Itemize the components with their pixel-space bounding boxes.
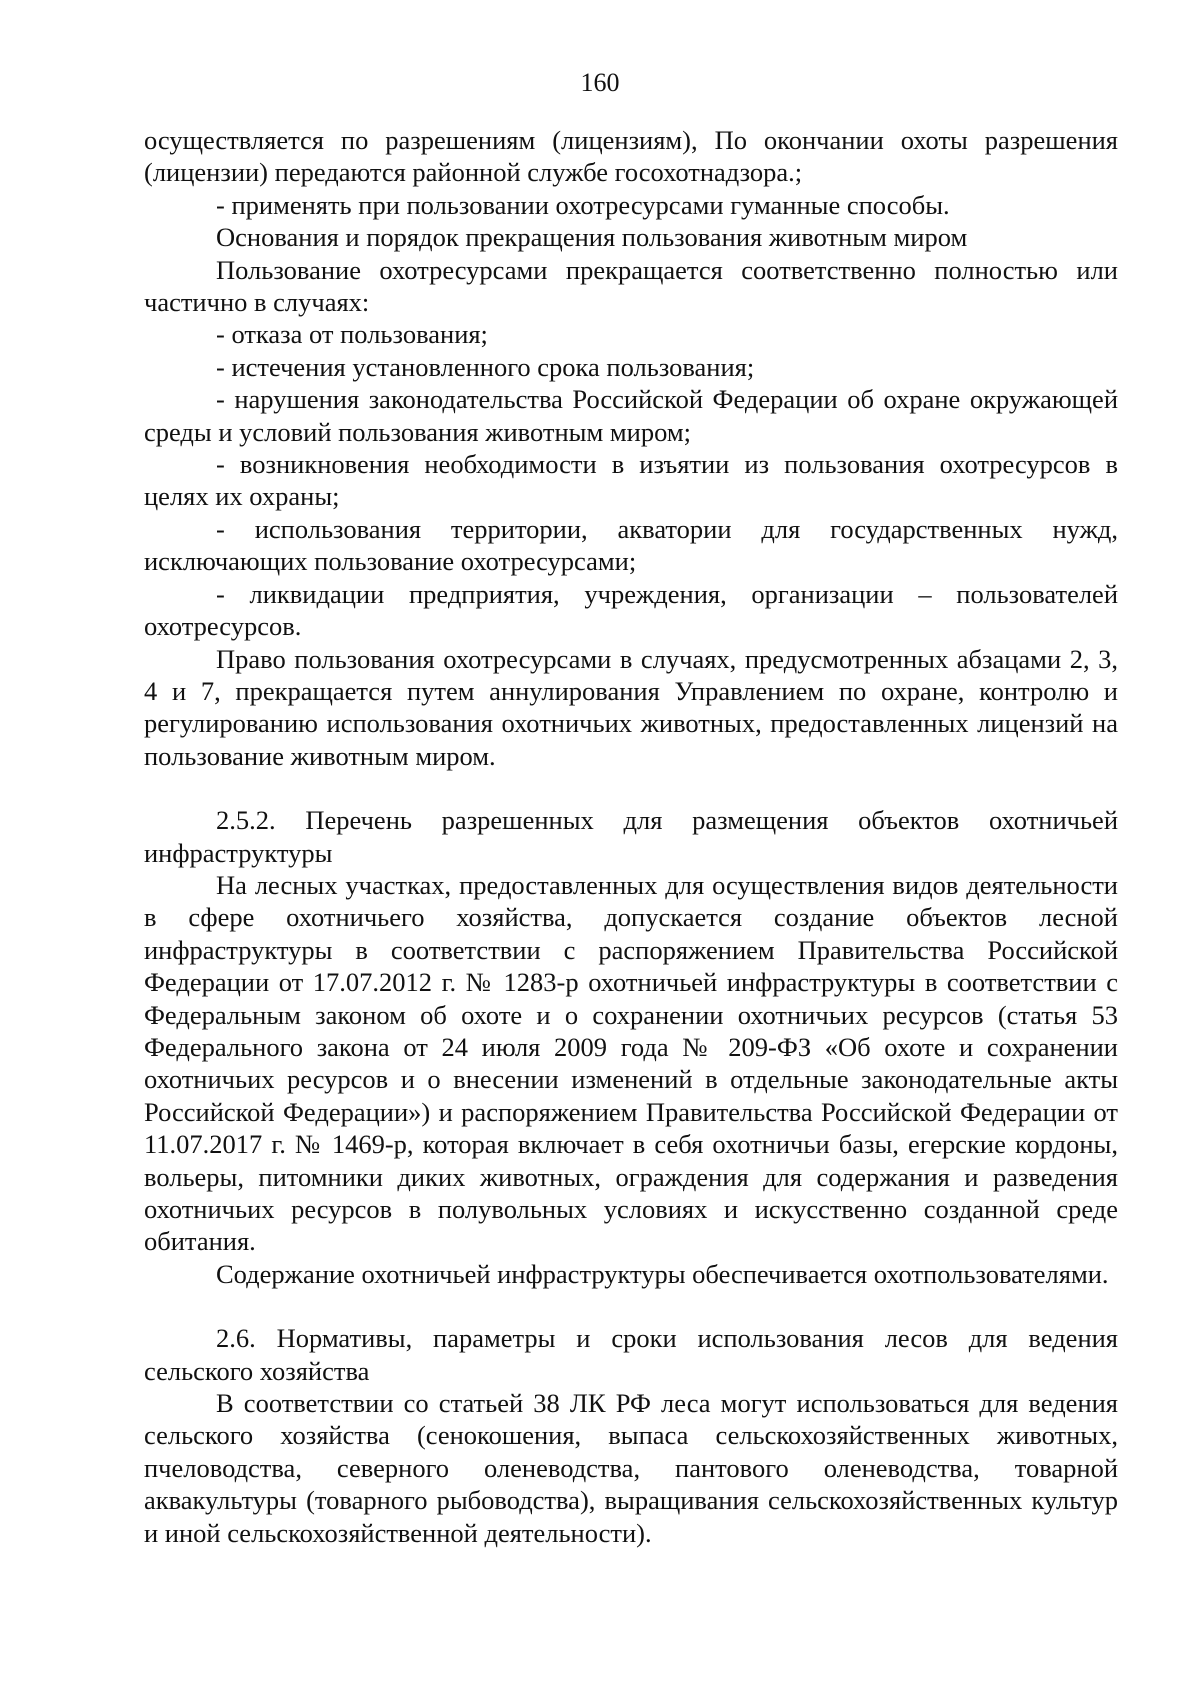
page-number: 160 <box>580 68 620 97</box>
section-heading-2-5-2: 2.5.2. Перечень разрешенных для размещения объектов охотничьей инфраструктуры <box>144 805 1118 868</box>
section-heading-2-6: 2.6. Нормативы, параметры и сроки использования лесов для ведения сельского хозяйства <box>144 1323 1118 1386</box>
list-item-refusal: - отказа от пользования; <box>216 319 488 350</box>
list-item-expiry: - истечения установленного срока пользования; <box>216 351 755 382</box>
list-item-withdrawal: - возникновения необходимости в изъятии из пользования охотресурсов в целях их охраны; <box>144 449 1118 512</box>
paragraph-permits-continuation: осуществляется по разрешениям (лицензиям), По окончании охоты разрешения (лицензии) передаются районной службе госохотнадзора.; <box>144 125 1118 188</box>
list-item-humane-methods: - применять при пользовании охотресурсами гуманные способы. <box>216 189 950 220</box>
list-item-violation: - нарушения законодательства Российской Федерации об охране окружающей среды и условий пользования животным миром; <box>144 384 1118 447</box>
paragraph-termination-cases: Пользование охотресурсами прекращается соответственно полностью или частично в случаях: <box>144 254 1118 318</box>
section-heading-termination: Основания и порядок прекращения пользования животным миром <box>216 222 968 253</box>
body-text <box>144 124 1118 1549</box>
paragraph-infrastructure-maintenance: Содержание охотничьей инфраструктуры обеспечивается охотпользователями. <box>216 1258 1109 1289</box>
list-item-liquidation: - ликвидации предприятия, учреждения, организации – пользователей охотресурсов. <box>144 578 1118 642</box>
paragraph-infrastructure: На лесных участках, предоставленных для осуществления видов деятельности в сфере охотничьего хозяйства, допускается создание объектов лесной инфраструктуры в соответствии с распоряжением Правительства Российской Федерации от 17.07.2012 г. № 1283-р охотничьей инфраструктуры в соответствии с Федеральным законом об охоте и о сохранении охотничьих ресурсов (статья 53 Федерального закона от 24 июля 2009 года № 209-ФЗ «Об охоте и сохранении охотничьих ресурсов и о внесении изменений в отдельные законодательные акты Российской Федерации») и распоряжением Правительства Российской Федерации от 11.07.2017 г. № 1469-р, которая включает в себя охотничьи базы, егерские кордоны, вольеры, питомники диких животных, ограждения для содержания и разведения охотничьих ресурсов в полувольных условиях и искусственно созданной среде обитания. <box>144 869 1118 1257</box>
paragraph-agriculture: В соответствии со статьей 38 ЛК РФ леса могут использоваться для ведения сельского хозяйства (сенокошения, выпаса сельскохозяйственных животных, пчеловодства, северного оленеводства, пантового оленеводства, товарной аквакультуры (товарного рыбоводства), выращивания сельскохозяйственных культур и иной сельскохозяйственной деятельности). <box>144 1388 1118 1548</box>
paragraph-annulment: Право пользования охотресурсами в случаях, предусмотренных абзацами 2, 3, 4 и 7, прекращается путем аннулирования Управлением по охране, контролю и регулированию использования охотничьих животных, предоставленных лицензий на пользование животным миром. <box>144 643 1118 771</box>
list-item-state-needs: - использования территории, акватории для государственных нужд, исключающих пользование охотресурсами; <box>144 513 1118 577</box>
